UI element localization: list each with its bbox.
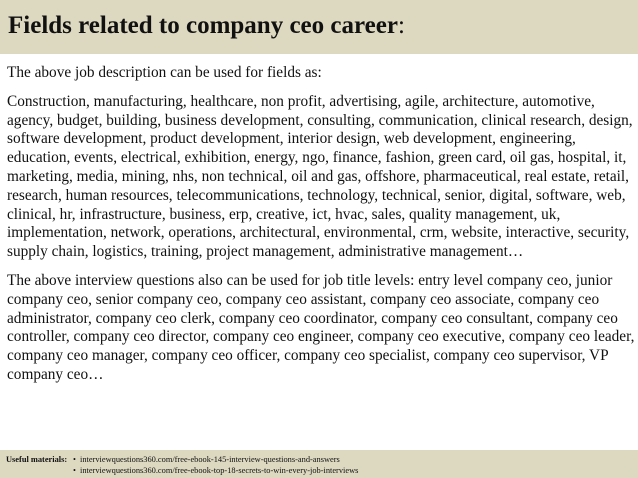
useful-materials-label: Useful materials: (6, 455, 68, 464)
bullet-icon: • (73, 466, 76, 475)
footer-bar (0, 450, 638, 478)
job-levels-paragraph: The above interview questions also can be used for job title levels: entry level company ceo, junior company ceo, senior company ceo, company ceo assistant, company ceo associate, company ceo administrator, company ceo clerk, company ceo coordinator, company ceo consultant, company ceo controller, company ceo director, company ceo engineer, company ceo executive, company ceo leader, company ceo manager, company ceo officer, company ceo specialist, company ceo supervisor, VP company ceo… (7, 271, 635, 383)
intro-paragraph: The above job description can be used for fields as: (7, 64, 322, 81)
useful-materials-list (73, 454, 358, 476)
materials-link[interactable] (73, 454, 358, 465)
fields-list-paragraph: Construction, manufacturing, healthcare, non profit, advertising, agile, architecture, automotive, agency, budget, building, business development, consulting, communication, clinical research, design, software development, product development, interior design, web development, engineering, education, events, electrical, exhibition, energy, ngo, finance, fashion, green card, oil gas, hospital, it, marketing, media, mining, nhs, non technical, oil and gas, offshore, pharmaceutical, real estate, retail, research, human resources, telecommunications, technology, technical, senior, digital, software, web, clinical, hr, infrastructure, business, erp, creative, ict, hvac, sales, quality management, uk, implementation, network, operations, architectural, environmental, crm, website, interactive, security, supply chain, logistics, training, project management, administrative management… (7, 92, 633, 261)
page-title-colon: : (397, 12, 405, 39)
materials-link-text[interactable]: interviewquestions360.com/free-ebook-top-18-secrets-to-win-every-job-interviews (80, 466, 359, 475)
page-title (8, 11, 405, 41)
slide-body (7, 64, 635, 395)
title-bar (0, 0, 638, 54)
materials-link[interactable] (73, 465, 358, 476)
bullet-icon: • (73, 455, 76, 464)
page-title-text: Fields related to company ceo career (8, 12, 398, 39)
materials-link-text[interactable]: interviewquestions360.com/free-ebook-145-interview-questions-and-answers (80, 455, 340, 464)
